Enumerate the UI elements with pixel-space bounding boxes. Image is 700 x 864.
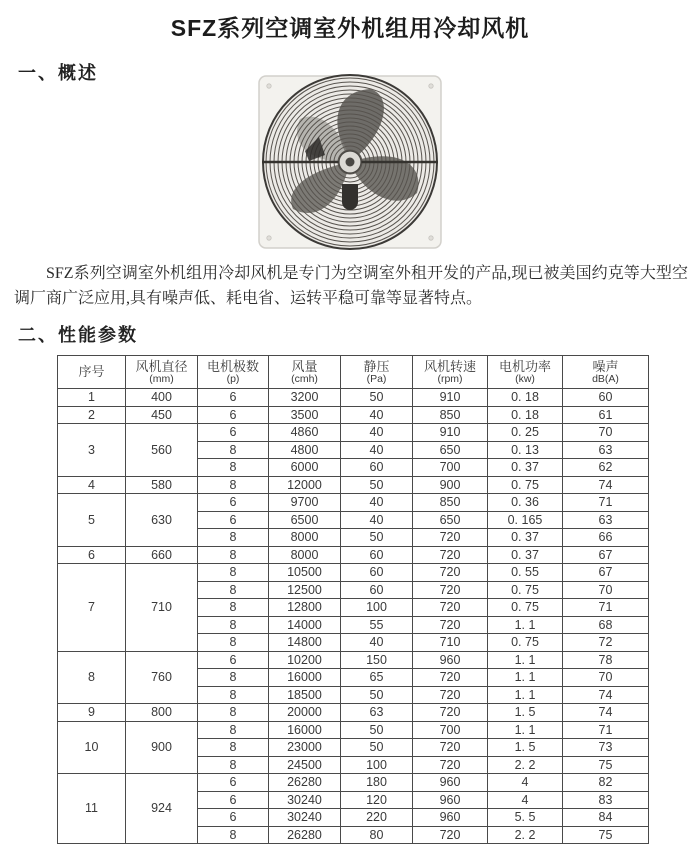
table-cell: 8000 <box>269 546 341 564</box>
table-cell: 720 <box>413 739 488 757</box>
table-cell: 70 <box>563 424 649 442</box>
table-cell: 0. 25 <box>488 424 563 442</box>
table-cell: 5. 5 <box>488 809 563 827</box>
table-cell: 720 <box>413 616 488 634</box>
table-cell: 0. 75 <box>488 581 563 599</box>
table-cell: 900 <box>413 476 488 494</box>
table-cell: 6 <box>198 406 269 424</box>
table-cell: 2. 2 <box>488 756 563 774</box>
table-cell: 40 <box>341 494 413 512</box>
fan-diameter-cell: 580 <box>126 476 198 494</box>
performance-table <box>57 355 649 844</box>
table-cell: 4 <box>488 791 563 809</box>
table-cell: 4800 <box>269 441 341 459</box>
table-cell: 61 <box>563 406 649 424</box>
fan-diameter-cell: 760 <box>126 651 198 704</box>
table-cell: 4 <box>488 774 563 792</box>
table-cell: 100 <box>341 756 413 774</box>
serial-number-cell: 10 <box>58 721 126 774</box>
table-cell: 8000 <box>269 529 341 547</box>
overview-paragraph: SFZ系列空调室外机组用冷却风机是专门为空调室外租开发的产品,现已被美国约克等大型空调厂商广泛应用,具有噪声低、耗电省、运转平稳可靠等显著特点。 <box>14 265 688 307</box>
table-cell: 8 <box>198 529 269 547</box>
table-cell: 2. 2 <box>488 826 563 844</box>
fan-diameter-cell: 924 <box>126 774 198 844</box>
table-cell: 720 <box>413 704 488 722</box>
column-header: 静压 (Pa) <box>341 356 413 389</box>
table-cell: 50 <box>341 529 413 547</box>
fan-diameter-cell: 800 <box>126 704 198 722</box>
table-cell: 850 <box>413 494 488 512</box>
table-cell: 120 <box>341 791 413 809</box>
table-cell: 180 <box>341 774 413 792</box>
table-cell: 50 <box>341 739 413 757</box>
table-row <box>58 651 649 669</box>
table-cell: 26280 <box>269 774 341 792</box>
table-cell: 72 <box>563 634 649 652</box>
table-cell: 3200 <box>269 389 341 407</box>
table-cell: 1. 1 <box>488 686 563 704</box>
table-cell: 0. 18 <box>488 389 563 407</box>
table-cell: 8 <box>198 476 269 494</box>
fan-diameter-cell: 560 <box>126 424 198 477</box>
fan-diameter-cell: 450 <box>126 406 198 424</box>
table-cell: 910 <box>413 424 488 442</box>
table-cell: 82 <box>563 774 649 792</box>
table-cell: 1. 1 <box>488 721 563 739</box>
table-cell: 1. 1 <box>488 651 563 669</box>
table-cell: 8 <box>198 704 269 722</box>
table-cell: 0. 36 <box>488 494 563 512</box>
table-cell: 6 <box>198 494 269 512</box>
table-cell: 71 <box>563 494 649 512</box>
table-cell: 74 <box>563 476 649 494</box>
table-cell: 12500 <box>269 581 341 599</box>
table-row <box>58 546 649 564</box>
table-cell: 710 <box>413 634 488 652</box>
motor-shadow <box>342 184 358 210</box>
table-cell: 24500 <box>269 756 341 774</box>
table-cell: 6 <box>198 809 269 827</box>
serial-number-cell: 2 <box>58 406 126 424</box>
table-cell: 70 <box>563 669 649 687</box>
table-cell: 960 <box>413 809 488 827</box>
table-cell: 0. 75 <box>488 634 563 652</box>
fan-diameter-cell: 900 <box>126 721 198 774</box>
fan-product-image <box>245 71 455 253</box>
serial-number-cell: 3 <box>58 424 126 477</box>
table-cell: 700 <box>413 721 488 739</box>
table-cell: 6 <box>198 651 269 669</box>
column-header: 序号 <box>58 356 126 389</box>
fan-diameter-cell: 630 <box>126 494 198 547</box>
column-header: 电机功率 (kw) <box>488 356 563 389</box>
table-cell: 8 <box>198 459 269 477</box>
table-cell: 9700 <box>269 494 341 512</box>
table-cell: 0. 37 <box>488 546 563 564</box>
section-heading-overview: 一、概述 <box>18 63 98 83</box>
table-cell: 960 <box>413 651 488 669</box>
table-cell: 8 <box>198 546 269 564</box>
column-header: 风机转速 (rpm) <box>413 356 488 389</box>
table-cell: 6000 <box>269 459 341 477</box>
table-cell: 0. 37 <box>488 529 563 547</box>
fan-diameter-cell: 400 <box>126 389 198 407</box>
table-cell: 40 <box>341 511 413 529</box>
table-cell: 6 <box>198 511 269 529</box>
table-cell: 40 <box>341 406 413 424</box>
table-cell: 0. 37 <box>488 459 563 477</box>
table-cell: 16000 <box>269 721 341 739</box>
table-cell: 6 <box>198 791 269 809</box>
table-cell: 1. 5 <box>488 739 563 757</box>
table-row <box>58 406 649 424</box>
table-cell: 50 <box>341 389 413 407</box>
serial-number-cell: 8 <box>58 651 126 704</box>
table-cell: 30240 <box>269 791 341 809</box>
table-cell: 40 <box>341 634 413 652</box>
table-cell: 8 <box>198 634 269 652</box>
table-cell: 4860 <box>269 424 341 442</box>
table-cell: 0. 75 <box>488 476 563 494</box>
table-cell: 60 <box>341 564 413 582</box>
table-cell: 0. 18 <box>488 406 563 424</box>
table-cell: 1. 5 <box>488 704 563 722</box>
table-cell: 850 <box>413 406 488 424</box>
table-cell: 0. 13 <box>488 441 563 459</box>
table-cell: 71 <box>563 599 649 617</box>
table-cell: 8 <box>198 721 269 739</box>
table-cell: 23000 <box>269 739 341 757</box>
table-cell: 720 <box>413 564 488 582</box>
table-cell: 720 <box>413 529 488 547</box>
table-cell: 3500 <box>269 406 341 424</box>
table-cell: 720 <box>413 546 488 564</box>
table-cell: 68 <box>563 616 649 634</box>
table-cell: 50 <box>341 721 413 739</box>
table-cell: 8 <box>198 441 269 459</box>
table-cell: 63 <box>563 511 649 529</box>
table-cell: 75 <box>563 826 649 844</box>
table-cell: 1. 1 <box>488 616 563 634</box>
table-row <box>58 564 649 582</box>
table-cell: 8 <box>198 669 269 687</box>
table-cell: 63 <box>563 441 649 459</box>
serial-number-cell: 1 <box>58 389 126 407</box>
table-row <box>58 774 649 792</box>
table-row <box>58 389 649 407</box>
table-cell: 960 <box>413 774 488 792</box>
table-cell: 150 <box>341 651 413 669</box>
table-cell: 30240 <box>269 809 341 827</box>
table-cell: 720 <box>413 599 488 617</box>
serial-number-cell: 5 <box>58 494 126 547</box>
column-header: 风机直径 (mm) <box>126 356 198 389</box>
table-cell: 8 <box>198 756 269 774</box>
table-cell: 650 <box>413 441 488 459</box>
table-cell: 75 <box>563 756 649 774</box>
table-cell: 8 <box>198 581 269 599</box>
table-row <box>58 704 649 722</box>
table-cell: 62 <box>563 459 649 477</box>
table-cell: 220 <box>341 809 413 827</box>
table-cell: 65 <box>341 669 413 687</box>
table-cell: 910 <box>413 389 488 407</box>
table-cell: 18500 <box>269 686 341 704</box>
serial-number-cell: 9 <box>58 704 126 722</box>
table-cell: 100 <box>341 599 413 617</box>
fan-diameter-cell: 660 <box>126 546 198 564</box>
table-cell: 40 <box>341 441 413 459</box>
table-cell: 8 <box>198 826 269 844</box>
table-cell: 74 <box>563 686 649 704</box>
table-cell: 8 <box>198 616 269 634</box>
table-cell: 960 <box>413 791 488 809</box>
serial-number-cell: 7 <box>58 564 126 652</box>
table-cell: 1. 1 <box>488 669 563 687</box>
table-cell: 66 <box>563 529 649 547</box>
table-cell: 8 <box>198 564 269 582</box>
table-cell: 8 <box>198 599 269 617</box>
section-heading-performance: 二、性能参数 <box>18 325 138 345</box>
table-body <box>58 389 649 844</box>
table-cell: 720 <box>413 669 488 687</box>
table-cell: 60 <box>341 546 413 564</box>
table-cell: 0. 165 <box>488 511 563 529</box>
fan-diameter-cell: 710 <box>126 564 198 652</box>
table-cell: 60 <box>341 581 413 599</box>
table-cell: 10500 <box>269 564 341 582</box>
column-header: 风量 (cmh) <box>269 356 341 389</box>
table-cell: 14000 <box>269 616 341 634</box>
table-cell: 650 <box>413 511 488 529</box>
table-cell: 6 <box>198 774 269 792</box>
table-cell: 55 <box>341 616 413 634</box>
table-cell: 720 <box>413 826 488 844</box>
table-cell: 720 <box>413 756 488 774</box>
table-cell: 83 <box>563 791 649 809</box>
table-cell: 73 <box>563 739 649 757</box>
table-row <box>58 721 649 739</box>
page-title: SFZ系列空调室外机组用冷却风机 <box>170 15 530 41</box>
table-cell: 70 <box>563 581 649 599</box>
table-cell: 8 <box>198 686 269 704</box>
table-row <box>58 424 649 442</box>
table-cell: 720 <box>413 581 488 599</box>
table-cell: 6 <box>198 389 269 407</box>
table-cell: 6500 <box>269 511 341 529</box>
table-header <box>58 356 649 389</box>
serial-number-cell: 6 <box>58 546 126 564</box>
table-cell: 8 <box>198 739 269 757</box>
table-row <box>58 476 649 494</box>
table-cell: 50 <box>341 686 413 704</box>
table-cell: 0. 55 <box>488 564 563 582</box>
table-cell: 67 <box>563 564 649 582</box>
table-cell: 20000 <box>269 704 341 722</box>
table-cell: 74 <box>563 704 649 722</box>
table-cell: 16000 <box>269 669 341 687</box>
serial-number-cell: 11 <box>58 774 126 844</box>
table-cell: 6 <box>198 424 269 442</box>
table-cell: 700 <box>413 459 488 477</box>
column-header: 噪声 dB(A) <box>563 356 649 389</box>
table-header-row <box>58 356 649 389</box>
table-cell: 63 <box>341 704 413 722</box>
table-cell: 0. 75 <box>488 599 563 617</box>
table-cell: 12800 <box>269 599 341 617</box>
table-cell: 60 <box>563 389 649 407</box>
table-row <box>58 494 649 512</box>
table-cell: 78 <box>563 651 649 669</box>
serial-number-cell: 4 <box>58 476 126 494</box>
column-header: 电机极数 (p) <box>198 356 269 389</box>
table-cell: 60 <box>341 459 413 477</box>
table-cell: 67 <box>563 546 649 564</box>
table-cell: 40 <box>341 424 413 442</box>
table-cell: 12000 <box>269 476 341 494</box>
table-cell: 84 <box>563 809 649 827</box>
table-cell: 720 <box>413 686 488 704</box>
table-cell: 26280 <box>269 826 341 844</box>
table-cell: 14800 <box>269 634 341 652</box>
table-cell: 50 <box>341 476 413 494</box>
table-cell: 10200 <box>269 651 341 669</box>
table-cell: 71 <box>563 721 649 739</box>
table-cell: 80 <box>341 826 413 844</box>
